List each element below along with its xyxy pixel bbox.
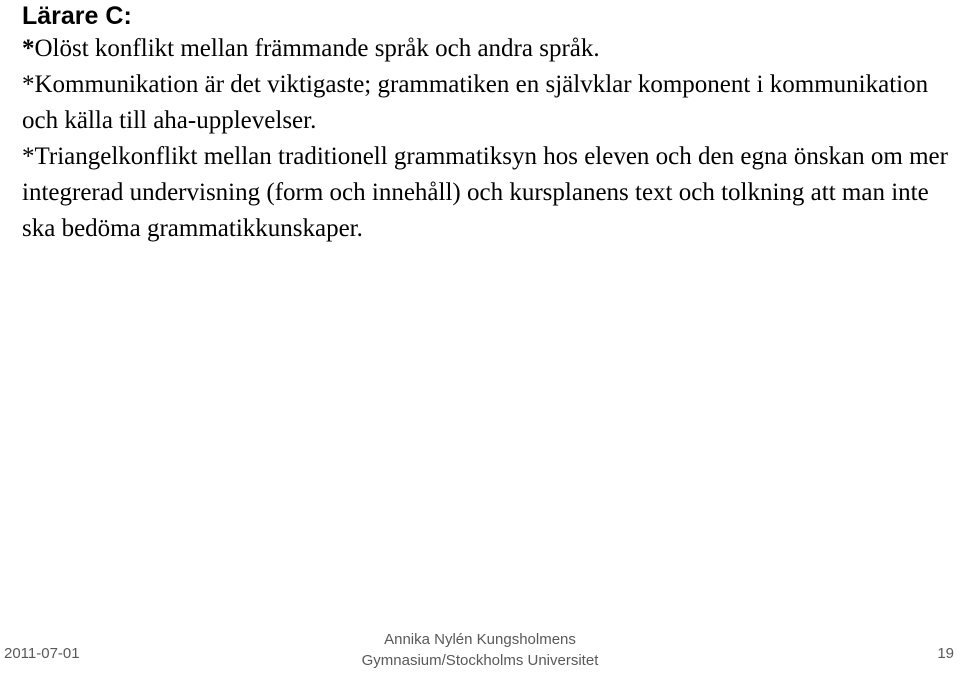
footer-author-line-2: Gymnasium/Stockholms Universitet: [361, 652, 599, 669]
slide-body: [22, 0, 952, 247]
paragraph-1: [22, 31, 952, 67]
paragraph-1-text: Olöst konflikt mellan främmande språk och andra språk.: [34, 35, 600, 62]
slide-footer: [0, 628, 960, 675]
slide-heading: Lärare C:: [22, 2, 132, 30]
footer-author-line-1: Annika Nylén Kungsholmens: [384, 631, 576, 648]
paragraph-2: *Kommunikation är det viktigaste; grammatiken en självklar komponent i kommunikation och källa till aha-upplevelser.: [22, 71, 929, 134]
paragraph-3: *Triangelkonflikt mellan traditionell grammatiksyn hos eleven och den egna önskan om mer integrerad undervisning (form och innehåll) och kursplanens text och tolkning att man inte ska bedöma grammatikkunskaper.: [22, 143, 948, 242]
footer-date: 2011-07-01: [4, 645, 80, 662]
bullet-marker: *: [22, 35, 35, 62]
page-number: 19: [937, 645, 954, 662]
footer-author: [300, 629, 660, 671]
